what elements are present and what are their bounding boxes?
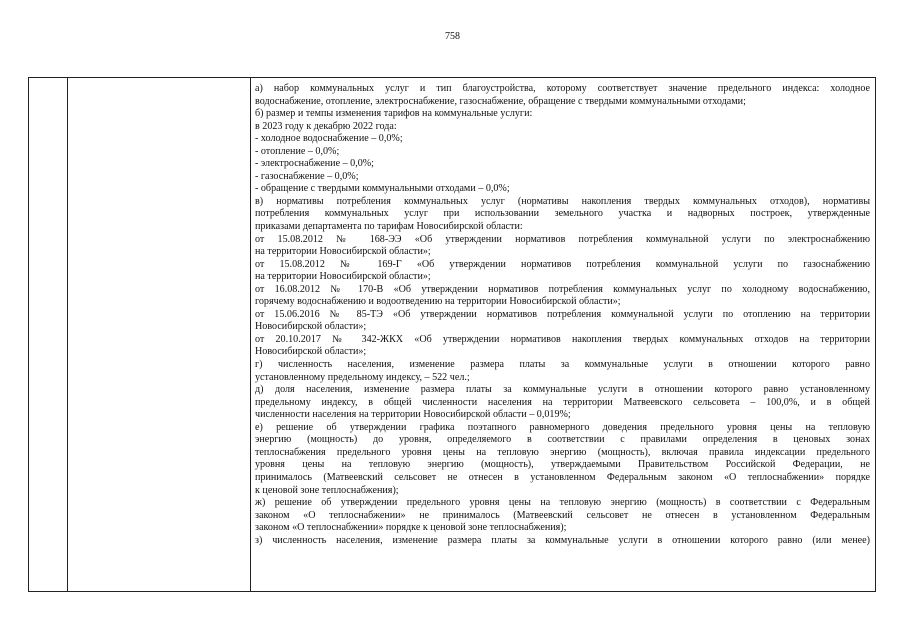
text-line: д) доля населения, изменение размера платы за коммунальные услуги в отношении которого равно установленному (255, 384, 870, 396)
text-line: а) набор коммунальных услуг и тип благоустройства, которому соответствует значение предельного индекса: холодное (255, 83, 870, 94)
text-line: на территории Новосибирской области»; (255, 271, 431, 283)
text-line: численности населения на территории Новосибирской области – 0,019%; (255, 409, 571, 421)
text-line: от 20.10.2017 № 342-ЖКХ «Об утверждении нормативов накопления твердых коммунальных отходов на территории (255, 333, 870, 345)
text-line: - холодное водоснабжение – 0,0%; (255, 133, 403, 145)
text-line: г) численность населения, изменение размера платы за коммунальные услуги в отношении которого равно (255, 359, 870, 371)
text-line: от 16.08.2012 № 170-В «Об утверждении нормативов потребления коммунальных услуг по холодному водоснабжению, (255, 283, 870, 295)
page-number: 758 (445, 31, 460, 42)
text-line: от 15.06.2016 № 85-ТЭ «Об утверждении нормативов потребления коммунальной услуги по отоплению на территории (255, 308, 870, 320)
text-line: теплоснабжения предельного уровня цены на тепловую энергию (мощность), включая правила индексации предельного (255, 446, 870, 458)
text-line: потребления коммунальных услуг при использовании земельного участка и надворных построек, утвержденные (255, 208, 870, 220)
text-line: - обращение с твердыми коммунальными отходами – 0,0%; (255, 183, 510, 195)
text-line: на территории Новосибирской области»; (255, 246, 431, 258)
text-line: в) нормативы потребления коммунальных услуг (нормативы накопления твердых коммунальных отходов), нормативы (255, 195, 870, 207)
text-line: законом «О теплоснабжении» порядке к ценовой зоне теплоснабжения); (255, 522, 567, 534)
text-line: горячему водоснабжению и водоотведению на территории Новосибирской области»; (255, 296, 621, 308)
text-line: законом «О теплоснабжении» не принималось (Матвеевский сельсовет не отнесен в установленном Федеральным (255, 509, 870, 521)
text-line: - отопление – 0,0%; (255, 145, 340, 157)
text-line: уровня цены на тепловую энергию (мощность), утверждаемыми Правительством Российской Федерации, не (255, 459, 870, 471)
text-line: з) численность населения, изменение размера платы за коммунальные услуги в отношении которого равно (или менее) (255, 534, 870, 546)
text-line: приказами департамента по тарифам Новосибирской области: (255, 221, 523, 233)
table-cell-content (255, 83, 870, 547)
text-line: водоснабжение, отопление, электроснабжение, газоснабжение, обращение с твердыми коммунальными отходами; (255, 95, 746, 107)
text-line: ж) решение об утверждении предельного уровня цены на тепловую энергию (мощность) в соответствии с Федеральным (255, 497, 870, 509)
text-line: предельному индексу, в общей численности населения на территории Матвеевского сельсовета – 100,0%, и в общей (255, 396, 870, 408)
text-line: - газоснабжение – 0,0%; (255, 170, 359, 182)
document-table (28, 77, 876, 592)
text-line: от 15.08.2012 № 168-ЭЭ «Об утверждении нормативов потребления коммунальной услуги по электроснабжению (255, 233, 870, 245)
text-line: - электроснабжение – 0,0%; (255, 158, 374, 170)
text-line: принималось (Матвеевский сельсовет не отнесен в установленном Федеральным законом «О теплоснабжении» порядке (255, 471, 870, 483)
text-line: б) размер и темпы изменения тарифов на коммунальные услуги: (255, 108, 533, 120)
text-line: Новосибирской области»; (255, 346, 367, 358)
text-line: от 15.08.2012 № 169-Г «Об утверждении нормативов потребления коммунальной услуги по газоснабжению (255, 258, 870, 270)
text-line: Новосибирской области»; (255, 321, 367, 333)
text-line: в 2023 году к декабрю 2022 года: (255, 120, 397, 132)
column-divider-2 (250, 78, 251, 591)
text-line: к ценовой зоне теплоснабжения); (255, 484, 399, 496)
text-line: энергию (мощность) до уровня, определяемого в соответствии с правилами определения в ценовых зонах (255, 434, 870, 446)
text-line: е) решение об утверждении графика поэтапного равномерного доведения предельного уровня цены на тепловую (255, 421, 870, 433)
text-line: установленному предельному индексу, – 522 чел.; (255, 371, 470, 383)
column-divider-1 (67, 78, 68, 591)
